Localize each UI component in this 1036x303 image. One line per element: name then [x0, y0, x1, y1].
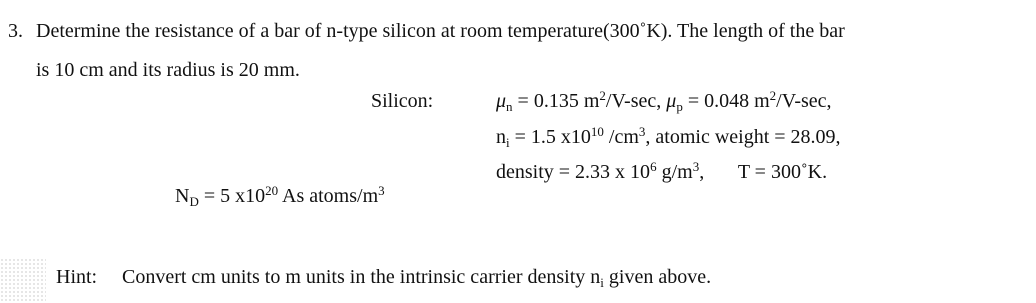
hint-label: Hint:	[56, 266, 98, 288]
scan-artifact	[0, 258, 46, 303]
intrinsic-density-line	[496, 125, 841, 149]
problem-statement-line-2: is 10 cm and its radius is 20 mm.	[36, 59, 300, 81]
problem-number: 3.	[8, 20, 23, 42]
mobility-line	[496, 89, 832, 113]
donor-concentration: $N_D = 5$ $x10^{20}$ As atoms/$m^3$	[175, 183, 385, 209]
hint-text: Convert cm units to m units in the intrinsic carrier density $n_i$ given above.	[122, 266, 712, 290]
temperature: T = 300˚K.	[737, 161, 828, 183]
electron-mobility: $\mu_n = 0.135$ $m^2/V-\sec$,	[496, 88, 662, 114]
hole-mobility: $\mu_p = 0.048$ $m^2/V-\sec$,	[666, 88, 832, 114]
density-line	[496, 160, 827, 184]
density: density = 2.33 x $10^6$ $g/m^3$,	[496, 159, 705, 183]
problem-statement-line-1: Determine the resistance of a bar of n-type silicon at room temperature(300˚K). The length of the bar	[36, 20, 845, 42]
material-label: Silicon:	[371, 90, 434, 112]
atomic-weight: atomic weight = 28.09,	[655, 126, 841, 148]
intrinsic-carrier-density: $n_i = 1.5$ $x10^{10}$ $/cm^3$,	[496, 124, 651, 150]
